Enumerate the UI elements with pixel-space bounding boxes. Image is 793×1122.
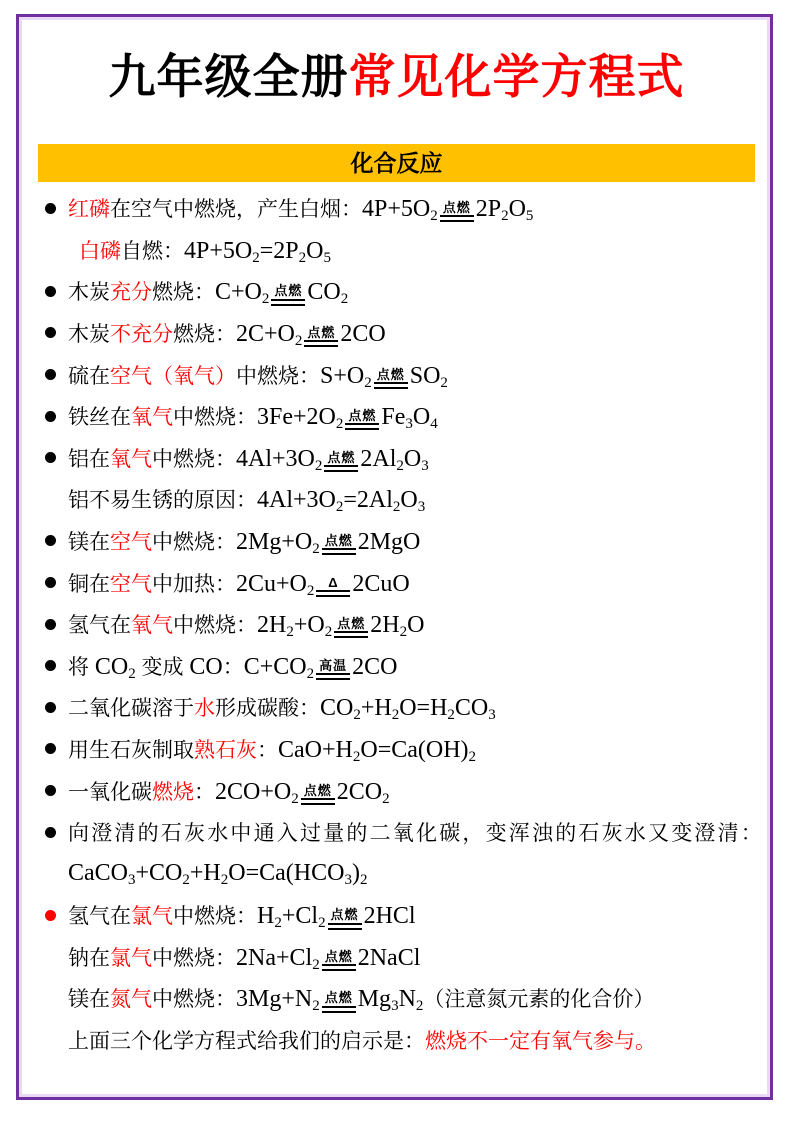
formula-text: +CO — [135, 860, 183, 887]
formula-subscript: 3 — [128, 872, 136, 889]
formula-subscript: 2 — [324, 624, 333, 641]
list-item — [45, 395, 757, 437]
formula-subscript: 5 — [323, 249, 331, 266]
list-item — [45, 187, 757, 229]
formula-text: 2C+O — [236, 320, 295, 347]
condition-label: 点燃 — [324, 990, 353, 1006]
body-text: 木炭 — [68, 322, 110, 346]
bullet-dot — [45, 619, 56, 630]
bullet-icon — [45, 785, 68, 796]
highlight-text: 氧气 — [131, 614, 173, 638]
bullet-icon — [45, 203, 68, 214]
bullet-icon — [45, 369, 68, 380]
list-item — [45, 520, 757, 562]
list-item — [45, 562, 757, 604]
highlight-text: 氯气 — [110, 946, 152, 970]
body-text: 硫在 — [68, 364, 110, 388]
formula-text: 3Fe+2O — [257, 404, 336, 431]
formula-text: 4P+5O — [184, 237, 253, 264]
body-text: ： — [194, 780, 215, 804]
bullet-icon — [45, 577, 68, 588]
body-text: 铝在 — [68, 447, 110, 471]
formula-text: 2Al — [360, 445, 397, 472]
list-item-text — [68, 568, 757, 598]
body-text: 镁在 — [68, 988, 110, 1012]
body-text: 中燃烧： — [173, 406, 257, 430]
formula-subscript: 2 — [291, 790, 299, 807]
formula-subscript: 2 — [430, 208, 438, 225]
bullet-icon — [45, 411, 68, 422]
formula-text: O=H — [399, 695, 448, 722]
formula-text: O — [407, 612, 425, 639]
list-item — [45, 271, 757, 313]
formula-subscript: 2 — [399, 624, 408, 641]
formula-text: 4Al+3O — [257, 487, 336, 514]
condition-label: 点燃 — [376, 366, 405, 382]
formula-text: 2Mg+O — [236, 528, 313, 555]
formula-text: H — [257, 903, 275, 930]
double-equals-lines — [334, 631, 368, 638]
formula-subscript: 2 — [306, 582, 315, 599]
double-equals-lines — [322, 964, 356, 971]
bullet-dot — [45, 369, 56, 380]
formula-text: 4Al+3O — [236, 445, 315, 472]
bullet-dot — [45, 286, 56, 297]
bullet-dot — [45, 743, 56, 754]
reaction-condition-equals — [334, 617, 368, 638]
formula-text: Mg — [357, 986, 392, 1013]
highlight-text: 不充分 — [110, 322, 173, 346]
formula-subscript: 2 — [294, 332, 303, 349]
formula-subscript: 5 — [525, 208, 534, 225]
formula-text: CO — [454, 695, 489, 722]
bullet-dot — [45, 411, 56, 422]
highlight-text: 氮气 — [110, 988, 152, 1012]
list-item — [45, 936, 757, 978]
formula-subscript: 2 — [440, 374, 448, 391]
bullet-icon — [45, 327, 68, 338]
double-equals-lines — [328, 923, 362, 930]
bullet-dot — [45, 827, 56, 838]
body-text: 木炭 — [68, 281, 110, 305]
body-text: 用生石灰制取 — [68, 738, 194, 762]
condition-label: 点燃 — [303, 782, 332, 798]
formula-subscript: 2 — [220, 872, 229, 889]
list-item-text — [68, 484, 757, 514]
formula-text: =2Al — [343, 487, 393, 514]
formula-subscript: 2 — [314, 457, 323, 474]
reaction-condition-equals — [322, 991, 356, 1012]
double-equals-lines — [304, 340, 338, 347]
formula-subscript: 2 — [286, 624, 294, 641]
page-title-red: 常见化学方程式 — [348, 52, 685, 104]
page-title-black: 九年级全册 — [108, 52, 349, 104]
formula-text: CO — [94, 653, 129, 680]
condition-label: 点燃 — [330, 907, 359, 923]
list-item-text — [68, 360, 757, 390]
formula-text: 2Cu+O — [236, 570, 307, 597]
reaction-condition-equals — [324, 451, 358, 472]
formula-text: 2CO — [336, 778, 383, 805]
condition-label: 点燃 — [324, 532, 353, 548]
bullet-dot — [45, 327, 56, 338]
formula-text: O — [306, 237, 324, 264]
reaction-condition-equals — [322, 534, 356, 555]
formula-text: CaCO — [68, 860, 128, 887]
section-banner-label: 化合反应 — [350, 150, 443, 177]
body-text: 自燃： — [121, 239, 184, 263]
formula-text: 3Mg+N — [236, 986, 313, 1013]
double-equals-lines — [271, 299, 305, 306]
list-item-text — [68, 692, 757, 722]
highlight-text: 空气 — [110, 572, 152, 596]
list-item — [45, 229, 757, 271]
list-item-text — [68, 942, 757, 972]
list-item-text — [68, 318, 757, 348]
highlight-text: 燃烧不一定有氧气参与。 — [425, 1030, 656, 1054]
highlight-text: 白磷 — [79, 239, 121, 263]
bullet-icon — [45, 743, 68, 754]
reaction-condition-equals — [316, 576, 350, 597]
body-text: 中燃烧： — [152, 447, 236, 471]
formula-text: =2P — [259, 237, 299, 264]
condition-label: 点燃 — [274, 283, 303, 299]
formula-subscript: 3 — [488, 707, 496, 724]
formula-text: SO — [409, 362, 441, 389]
bullet-dot — [45, 535, 56, 546]
list-item-text — [68, 651, 757, 681]
list-item — [45, 978, 757, 1020]
page-title — [22, 50, 771, 106]
list-item — [45, 894, 757, 936]
formula-text: 2P — [475, 196, 502, 223]
body-text: 中燃烧： — [173, 614, 257, 638]
body-text: 中燃烧： — [152, 988, 236, 1012]
double-equals-lines — [316, 673, 350, 680]
bullet-icon — [45, 619, 68, 630]
condition-label: 高温 — [319, 657, 348, 673]
formula-subscript: 2 — [340, 291, 349, 308]
formula-subscript: 2 — [396, 457, 404, 474]
list-item-text — [68, 609, 757, 639]
body-text: 一氧化碳 — [68, 780, 152, 804]
list-item-text — [68, 193, 757, 223]
formula-text: O — [508, 196, 526, 223]
list-item-text — [68, 900, 757, 930]
formula-text: O — [400, 487, 418, 514]
formula-subscript: 2 — [298, 249, 307, 266]
page-content — [22, 17, 771, 1061]
formula-text: CO — [189, 653, 223, 680]
bullet-icon — [45, 702, 68, 713]
highlight-text: 充分 — [110, 281, 152, 305]
body-text: 在空气中燃烧，产生白烟： — [110, 198, 362, 222]
formula-text: ) — [351, 860, 360, 887]
bullet-icon — [45, 910, 68, 921]
formula-text: N — [398, 986, 416, 1013]
double-equals-lines — [440, 215, 474, 222]
formula-text: 4P+5O — [362, 196, 431, 223]
body-text: 燃烧： — [152, 281, 215, 305]
body-text: ： — [257, 738, 278, 762]
list-item — [45, 354, 757, 396]
list-item-text — [68, 776, 757, 806]
list-item — [45, 811, 764, 853]
formula-text: +Cl — [281, 903, 319, 930]
highlight-text: 空气 — [110, 530, 152, 554]
formula-subscript: 2 — [353, 707, 361, 724]
list-item-text — [68, 235, 757, 265]
condition-label: Δ — [328, 574, 339, 590]
formula-text: +H — [360, 695, 392, 722]
formula-subscript: 2 — [468, 748, 477, 765]
formula-subscript: 2 — [261, 291, 270, 308]
formula-subscript: 3 — [421, 457, 429, 474]
formula-text: Fe — [381, 404, 406, 431]
highlight-text: 燃烧 — [152, 780, 194, 804]
reaction-condition-equals — [345, 409, 379, 430]
formula-subscript: 2 — [447, 707, 455, 724]
formula-subscript: 2 — [335, 499, 344, 516]
formula-text: O — [412, 404, 431, 431]
formula-text: S+O — [320, 362, 365, 389]
condition-label: 点燃 — [442, 200, 471, 216]
formula-text: CaO+H — [278, 736, 353, 763]
formula-text: +H — [189, 860, 221, 887]
body-text: ： — [222, 655, 244, 679]
list-item — [45, 479, 757, 521]
condition-label: 点燃 — [348, 408, 377, 424]
body-text: 镁在 — [68, 530, 110, 554]
formula-subscript: 2 — [128, 665, 136, 682]
body-text: 将 — [68, 655, 95, 679]
bullet-dot — [45, 660, 56, 671]
bullet-icon — [45, 535, 68, 546]
formula-subscript: 2 — [312, 540, 320, 557]
body-text: 铝不易生锈的原因： — [68, 489, 257, 513]
list-item-text — [68, 983, 757, 1013]
body-text: 铁丝在 — [68, 406, 131, 430]
formula-text: C+CO — [243, 653, 307, 680]
double-equals-lines — [345, 423, 379, 430]
double-equals-lines — [322, 1006, 356, 1013]
formula-subscript: 2 — [274, 915, 282, 932]
condition-label: 点燃 — [327, 449, 356, 465]
formula-subscript: 3 — [391, 998, 399, 1015]
highlight-text: 氯气 — [131, 905, 173, 929]
body-text: 中加热： — [152, 572, 236, 596]
formula-text: CO — [320, 695, 354, 722]
list-item-text — [68, 860, 757, 887]
formula-subscript: 2 — [359, 872, 368, 889]
bullet-dot — [45, 203, 56, 214]
section-banner — [38, 144, 755, 182]
formula-text: 2CO — [352, 653, 398, 680]
body-text: 铜在 — [68, 572, 110, 596]
formula-text: O=Ca(HCO — [228, 860, 345, 887]
list-item — [45, 1019, 757, 1061]
formula-subscript: 2 — [352, 748, 361, 765]
highlight-text: 熟石灰 — [194, 738, 257, 762]
double-equals-lines — [322, 548, 356, 555]
reaction-condition-equals — [374, 368, 408, 389]
formula-subscript: 3 — [344, 872, 352, 889]
reaction-condition-equals — [316, 659, 350, 680]
highlight-text: 红磷 — [68, 198, 110, 222]
formula-subscript: 2 — [415, 998, 424, 1015]
bullet-dot — [45, 577, 56, 588]
formula-subscript: 2 — [312, 998, 320, 1015]
bullet-dot — [45, 702, 56, 713]
reaction-condition-equals — [328, 908, 362, 929]
body-text: 上面三个化学方程式给我们的启示是： — [68, 1030, 425, 1054]
reaction-condition-equals — [304, 326, 338, 347]
formula-text: 2NaCl — [357, 944, 421, 971]
reaction-condition-equals — [440, 201, 474, 222]
reaction-condition-equals — [301, 784, 335, 805]
bullet-icon — [45, 827, 68, 838]
formula-subscript: 2 — [252, 249, 260, 266]
double-equals-lines — [316, 590, 350, 597]
formula-subscript: 2 — [318, 915, 326, 932]
formula-text: O — [403, 445, 422, 472]
list-item-text — [68, 401, 757, 431]
formula-text: 2H — [257, 612, 287, 639]
formula-subscript: 2 — [501, 208, 509, 225]
list-item — [45, 645, 757, 687]
formula-text: C+O — [215, 279, 262, 306]
body-text: 中燃烧： — [236, 364, 320, 388]
reaction-condition-equals — [271, 284, 305, 305]
bullet-dot — [45, 910, 56, 921]
formula-subscript: 4 — [430, 416, 438, 433]
highlight-text: 氧气 — [110, 447, 152, 471]
formula-text: O=Ca(OH) — [360, 736, 469, 763]
body-text: 形成碳酸： — [215, 697, 320, 721]
formula-text: 2HCl — [363, 903, 416, 930]
body-text: 中燃烧： — [173, 905, 257, 929]
bullet-dot — [45, 452, 56, 463]
body-text: 钠在 — [68, 946, 110, 970]
bullet-dot — [45, 785, 56, 796]
formula-text: +O — [293, 612, 325, 639]
formula-subscript: 2 — [382, 790, 390, 807]
bullet-icon — [45, 286, 68, 297]
list-item-text — [68, 443, 757, 473]
formula-text: 2CO — [340, 320, 386, 347]
reaction-condition-equals — [322, 950, 356, 971]
list-item — [45, 603, 757, 645]
body-text: （注意氮元素的化合价） — [423, 988, 655, 1012]
formula-subscript: 2 — [306, 665, 315, 682]
list-item-text — [68, 526, 757, 556]
formula-subscript: 2 — [182, 872, 190, 889]
body-text: 二氧化碳溶于 — [68, 697, 194, 721]
equation-list — [22, 187, 771, 1060]
formula-subscript: 3 — [417, 499, 426, 516]
highlight-text: 氧气 — [131, 406, 173, 430]
formula-text: 2CO+O — [215, 778, 292, 805]
formula-text: 2H — [370, 612, 400, 639]
formula-text: CO — [307, 279, 341, 306]
condition-label: 点燃 — [307, 324, 336, 340]
body-text: 氢气在 — [68, 905, 131, 929]
highlight-text: 空气（氧气） — [110, 364, 236, 388]
formula-text: 2CuO — [352, 570, 410, 597]
double-equals-lines — [374, 382, 408, 389]
list-item-text — [68, 734, 757, 764]
list-item — [45, 312, 757, 354]
double-equals-lines — [301, 798, 335, 805]
body-text: 燃烧： — [173, 322, 236, 346]
formula-text: 2Na+Cl — [236, 944, 313, 971]
highlight-text: 水 — [194, 697, 215, 721]
list-item — [45, 770, 757, 812]
formula-subscript: 3 — [405, 416, 413, 433]
list-item-text — [68, 1025, 757, 1055]
condition-label: 点燃 — [324, 948, 353, 964]
list-item — [45, 728, 757, 770]
body-text: 中燃烧： — [152, 946, 236, 970]
bullet-icon — [45, 452, 68, 463]
body-text: 变成 — [135, 655, 190, 679]
formula-subscript: 2 — [392, 499, 401, 516]
condition-label: 点燃 — [337, 616, 366, 632]
list-item-text — [68, 817, 764, 847]
formula-subscript: 2 — [335, 416, 344, 433]
body-text: 向澄清的石灰水中通入过量的二氧化碳，变浑浊的石灰水又变澄清： — [68, 822, 764, 846]
bullet-icon — [45, 660, 68, 671]
formula-text: 2MgO — [357, 528, 421, 555]
body-text: 氢气在 — [68, 614, 131, 638]
body-text: 中燃烧： — [152, 530, 236, 554]
list-item — [45, 687, 757, 729]
list-item — [45, 437, 757, 479]
list-item — [45, 853, 757, 895]
formula-subscript: 2 — [364, 374, 372, 391]
double-equals-lines — [324, 465, 358, 472]
list-item-text — [68, 276, 757, 306]
formula-subscript: 2 — [391, 707, 400, 724]
formula-subscript: 2 — [312, 956, 320, 973]
